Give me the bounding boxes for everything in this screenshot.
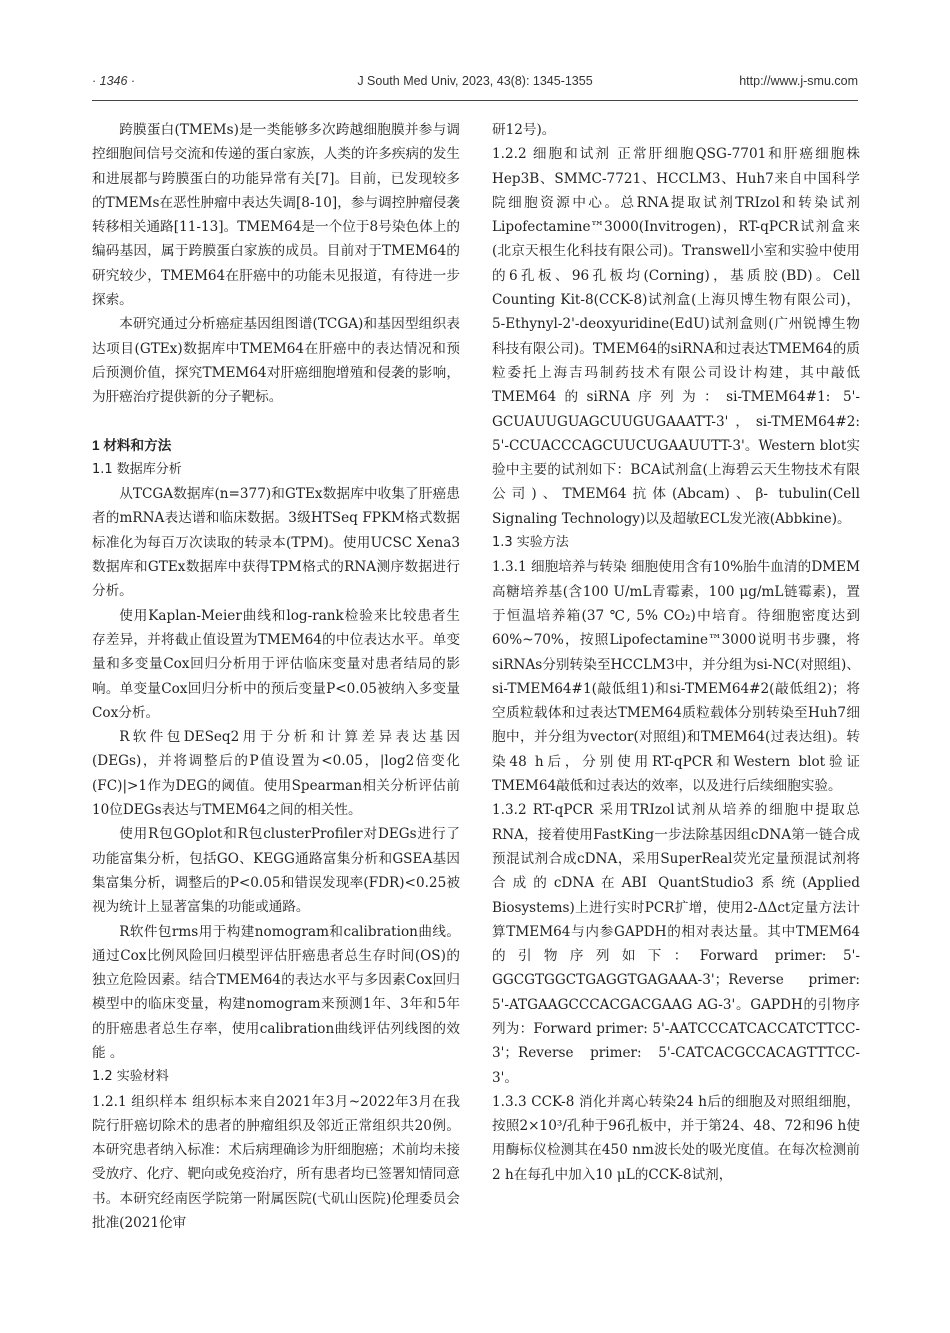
paragraph: 1.3.1 细胞培养与转染 细胞使用含有10%胎牛血清的DMEM高糖培养基(含100 U/mL青霉素，100 μg/mL链霉素)，置于恒温培养箱(37 ℃, 5% CO₂)中培育。待细胞密度达到60%~70%，按照Lipofectamine™3000说明书步骤，将siRNAs分别转染至HCCLM3中，并分组为si-NC(对照组)、si-TMEM64#1(敲低组1)和si-TMEM64#2(敲低组2)；将空质粒载体和过表达TMEM64质粒载体分别转染至Huh7细胞中，并分组为vector(对照组)和TMEM64(过表达组)。转染48 h后，分别使用RT-qPCR和Western blot验证TMEM64敲低和过表达的效率，以及进行后续细胞实验。 [492,559,860,795]
header-rule [92,100,858,101]
paragraph-gap [92,410,460,434]
right-column [492,118,860,1187]
paragraph: 跨膜蛋白(TMEMs)是一类能够多次跨越细胞膜并参与调控细胞间信号交流和传递的蛋白家族，人类的许多疾病的发生和进展都与跨膜蛋白的功能异常有关[7]。目前，已发现较多的TMEMs在恶性肿瘤中表达失调[8-10]，参与调控肿瘤侵袭转移相关通路[11-13]。TMEM64是一个位于8号染色体上的编码基因，属于跨膜蛋白家族的成员。目前对于TMEM64的研究较少，TMEM64在肝癌中的功能未见报道，有待进一步探索。 [92,122,460,309]
journal-url: http://www.j-smu.com [739,74,858,88]
paragraph: 1.2.1 组织样本 组织标本来自2021年3月~2022年3月在我院行肝癌切除术的患者的肿瘤组织及邻近正常组织共20例。本研究患者纳入标准：术后病理确诊为肝细胞癌；术前均未接受放疗、化疗、靶向或免疫治疗，所有患者均已签署知情同意书。本研究经南医学院第一附属医院(弋矶山医院)伦理委员会批准(2021伦审 [92,1093,460,1232]
subsection-heading: 1.1 数据库分析 [92,461,182,477]
subsection-heading: 1.2 实验材料 [92,1069,169,1085]
paragraph: R软件包rms用于构建nomogram和calibration曲线。通过Cox比例风险回归模型评估肝癌患者总生存时间(OS)的独立危险因素。结合TMEM64的表达水平与多因素Cox回归模型中的临床变量，构建nomogram来预测1年、3年和5年的肝癌患者总生存率，使用calibration曲线评估列线图的效能 。 [92,923,460,1061]
paragraph: 本研究通过分析癌症基因组图谱(TCGA)和基因型组织表达项目(GTEx)数据库中TMEM64在肝癌中的表达情况和预后预测价值，探究TMEM64对肝癌细胞增殖和侵袭的影响，为肝癌治疗提供新的分子靶标。 [92,316,460,406]
section-heading: 1 材料和方法 [92,437,172,453]
paragraph: R软件包DESeq2用于分析和计算差异表达基因(DEGs)，并将调整后的P值设置为<0.05，|log2倍变化(FC)|>1作为DEG的阈值。使用Spearman相关分析评估前10位DEGs表达与TMEM64之间的相关性。 [92,729,460,819]
paragraph: 从TCGA数据库(n=377)和GTEx数据库中收集了肝癌患者的mRNA表达谱和临床数据。3级HTSeq FPKM格式数据标准化为每百万次读取的转录本(TPM)。使用UCSC Xena3数据库和GTEx数据库中获得TPM格式的RNA测序数据进行分析。 [92,486,460,600]
paragraph: 1.3.3 CCK-8 消化并离心转染24 h后的细胞及对照组细胞，按照2×10³/孔种于96孔板中，并于第24、48、72和96 h使用酶标仪检测其在450 nm波长处的吸光度值。在每次检测前2 h在每孔中加入10 μL的CCK-8试剂， [492,1093,860,1183]
paragraph: 1.3.2 RT-qPCR 采用TRIzol试剂从培养的细胞中提取总RNA，接着使用FastKing一步法除基因组cDNA第一链合成预混试剂合成cDNA，采用SuperReal荧光定量预混试剂将合成的cDNA在ABI QuantStudio3系统(Applied Biosystems)上进行实时PCR扩增，使用2-ΔΔct定量方法计算TMEM64与内参GAPDH的相对表达量。其中TMEM64的引物序列如下：Forward primer: 5'-GGCGTGGCTGAGGTGAGAAA-3'；Reverse primer: 5'-ATGAAGCCCACGACGAAG AG-3'。GAPDH的引物序列为：Forward primer: 5'-AATCCCATCACCATCTTCC-3'；Reverse primer: 5'-CATCACGCCACAGTTTCC-3'。 [492,802,860,1086]
paragraph: 研12号)。 [492,122,556,138]
paragraph: 1.2.2 细胞和试剂 正常肝细胞QSG-7701和肝癌细胞株Hep3B、SMMC-7721、HCCLM3、Huh7来自中国科学院细胞资源中心。总RNA提取试剂TRIzol和转染试剂Lipofectamine™3000(Invitrogen)，RT-qPCR试剂盒来(北京天根生化科技有限公司)。Transwell小室和实验中使用的6孔板、96孔板均(Corning)，基质胶(BD)。Cell Counting Kit-8(CCK-8)试剂盒(上海贝博生物有限公司)，5-Ethynyl-2'-deoxyuridine(EdU)试剂盒则(广州锐博生物科技有限公司)。TMEM64的siRNA和过表达TMEM64的质粒委托上海吉玛制药技术有限公司设计构建，其中敲低TMEM64的siRNA序列为：si-TMEM64#1: 5'-GCUAUUGUAGCUUGUGAAATT-3'，si-TMEM64#2: 5'-CCUACCCAGCUUCUGAAUUTT-3'。Western blot实验中主要的试剂如下：BCA试剂盒(上海碧云天生物技术有限公司)、TMEM64抗体(Abcam)、β- tubulin(Cell Signaling Technology)以及超敏ECL发光液(Abbkine)。 [492,146,860,527]
subsection-heading: 1.3 实验方法 [492,535,569,551]
paragraph: 使用R包GOplot和R包clusterProfiler对DEGs进行了功能富集分析，包括GO、KEGG通路富集分析和GSEA基因集富集分析，调整后的P<0.05和错误发现率(FDR)<0.25被视为统计上显著富集的功能或通路。 [92,826,460,916]
left-column [92,118,460,1235]
page-number: · 1346 · [92,74,136,88]
paragraph: 使用Kaplan-Meier曲线和log-rank检验来比较患者生存差异，并将截止值设置为TMEM64的中位表达水平。单变量和多变量Cox回归分析用于评估临床变量对患者结局的影响。单变量Cox回归分析中的预后变量P<0.05被纳入多变量Cox分析。 [92,607,460,721]
journal-citation: J South Med Univ, 2023, 43(8): 1345-1355 [357,74,593,88]
